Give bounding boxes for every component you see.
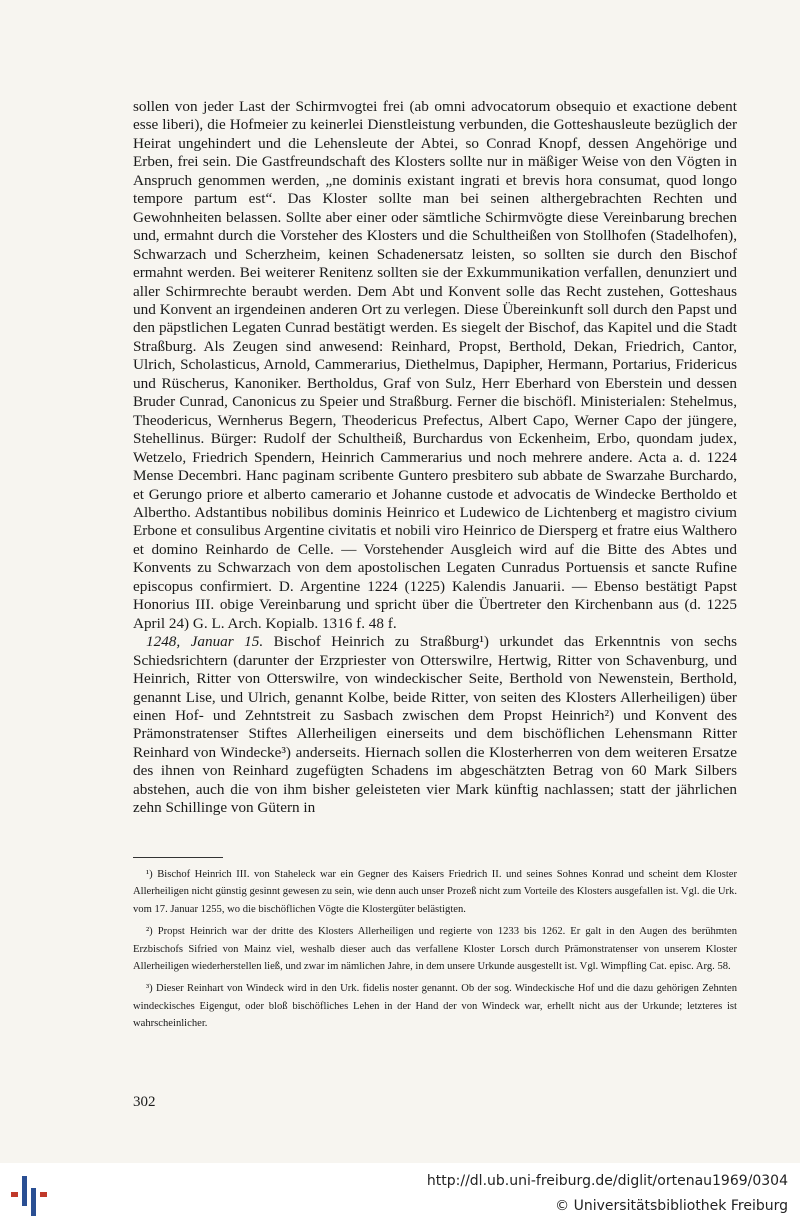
ub-freiburg-logo-icon [9,1170,49,1216]
footnote-rule [133,857,223,858]
footnotes [133,866,737,1038]
viewer-footer [0,1163,800,1220]
footnote-2: ²) Propst Heinrich war der dritte des Klosters Allerheiligen und regierte von 1233 bis 1262. Er galt in den Augen des berühmten Erzbischofs Sifried von Mainz viel, weshalb dieser auch das verfallene Kloster Lorsch durch Prämonstratenser von unserem Kloster Allerheiligen wiederherstellen ließ, und zwar im nämlichen Jahre, in dem unsere Urkunde ausgestellt ist. Vgl. Wimpfling Cat. episc. Arg. 58. [133,926,737,973]
paragraph-2-text: Bischof Heinrich zu Straßburg¹) urkundet das Erkenntnis von sechs Schiedsrichtern (darunter der Erzpriester von Otterswilre, Hertwig, Ritter von Schavenburg, und Heinrich, Ritter von Otterswilre, von windeckischer Seite, Berthold von Newenstein, Berthold, genannt Lise, und Ulrich, genannt Kolbe, beide Ritter, von seiten des Klosters Allerheiligen) über einen Hof- und Zehntstreit zu Sasbach zwischen dem Propst Heinrich²) und Konvent des Prämonstratenser Stiftes Allerheiligen einerseits und dem bischöflichen Lehensmann Ritter Reinhard von Windecke³) anderseits. Hiernach sollen die Klosterherren von dem weiteren Ersatze des ihnen von Reinhard zugefügten Schadens im abgeschätzten Betrag von 60 Mark Silbers abstehen, auch die von ihm bisher geleisteten vier Mark künftig nachlassen; statt der jährlichen zehn Schillinge von Gütern in [133,633,737,817]
source-url-link[interactable]: http://dl.ub.uni-freiburg.de/diglit/ortenau1969/0304 [426,1173,788,1189]
paragraph-2 [133,633,737,818]
entry-date: 1248, Januar 15. [146,633,264,651]
footnote-1: ¹) Bischof Heinrich III. von Staheleck war ein Gegner des Kaisers Friedrich II. und seines Sohnes Konrad und scheint dem Kloster Allerheiligen nicht günstig gesinnt gewesen zu sein, wie denn auch unser Prozeß nicht zum Vorteile des Klosters ausgefallen ist. Vgl. die Urk. vom 17. Januar 1255, wo die bischöflichen Vögte die Klostergüter belästigten. [133,869,737,915]
paragraph-1: sollen von jeder Last der Schirmvogtei frei (ab omni advocatorum obsequio et exactione debent esse liberi), die Hofmeier zu keinerlei Dienstleistung verbunden, die Gotteshausleute bezüglich der Heirat ungehindert und die Lehensleute der Abtei, so Conrad Knopf, dessen Angehörige und Erben, frei sein. Die Gastfreundschaft des Klosters sollte nur in mäßiger Weise von den Vögten in Anspruch genommen werden, „ne dominis existant ingrati et brevis hora consumat, quod longo tempore partum est“. Das Kloster sollte man bei seinen althergebrachten Rechten und Gewohnheiten belassen. Sollte aber einer oder sämtliche Schirmvögte diese Vereinbarung brechen und, ermahnt durch die Vorsteher des Klosters und die Schultheißen von Stollhofen (Stadelhofen), Schwarzach und Scherzheim, keinen Schadenersatz leisten, so sollten sie durch den Bischof ermahnt werden. Bei weiterer Renitenz sollten sie der Exkummunikation verfallen, denunziert und aller Schirmrechte beraubt werden. Dem Abt und Konvent solle das Recht zustehen, Gotteshaus und Konvent an irgendeinen anderen Ort zu verlegen. Diese Übereinkunft soll durch den Papst und den päpstlichen Legaten Cunrad bestätigt werden. Es siegelt der Bischof, das Kapitel und die Stadt Straßburg. Als Zeugen sind anwesend: Reinhard, Propst, Berthold, Dekan, Friedrich, Cantor, Ulrich, Scholasticus, Arnold, Cammerarius, Diethelmus, Dapipher, Hermann, Portarius, Fridericus und Rüscherus, Kanoniker. Bertholdus, Graf von Sulz, Herr Eberhard von Eberstein und dessen Bruder Cunrad, Canonicus zu Speier und Straßburg. Ferner die bischöfl. Ministerialen: Stehelmus, Theodericus, Wernherus Begern, Theodericus Prefectus, Albert Capo, Werner Capo der jüngere, Stehellinus. Bürger: Rudolf der Schultheiß, Burchardus von Eckenheim, Erbo, quondam judex, Wetzelo, Friedrich Spendern, Heinrich Cammerarius und noch mehrere andere. Acta a. d. 1224 Mense Decembri. Hanc paginam scribente Guntero presbitero sub abbate de Swarzahe Burchardo, et Gerungo priore et alberto camerario et Johanne custode et advocatis de Windecke Bertholdo et Albertho. Adstantibus nobilibus dominis Heinrico et Ludewico de Lichtenberg et magistro civium Erbone et consulibus Argentine civitatis et nobili viro Heinrico de Diersperg et fratre eius Walthero et domino Reinhardo de Celle. — Vorstehender Ausgleich wird auf die Bitte des Abtes und Konvents zu Schwarzach von dem apostolischen Legaten Cunradus Portuensis et sancte Rufine episcopus confirmiert. D. Argentine 1224 (1225) Kalendis Januarii. — Ebenso bestätigt Papst Honorius III. obige Vereinbarung und spricht über die Übertreter den Kirchenbann aus (d. 1225 April 24) G. L. Arch. Kopialb. 1316 f. 48 f. [133,98,737,632]
page-number: 302 [133,1094,156,1110]
main-text [133,98,737,818]
footnote-3: ³) Dieser Reinhart von Windeck wird in den Urk. fidelis noster genannt. Ob der sog. Windeckische Hof und die dazu gehörigen Zehnten windeckisches Eigengut, oder bloß bischöfliches Lehen in der Hand der von Windeck war, erhellt nicht aus der Urkunde; letzteres ist wahrscheinlicher. [133,983,737,1030]
copyright-notice: © Universitätsbibliothek Freiburg [555,1198,788,1214]
